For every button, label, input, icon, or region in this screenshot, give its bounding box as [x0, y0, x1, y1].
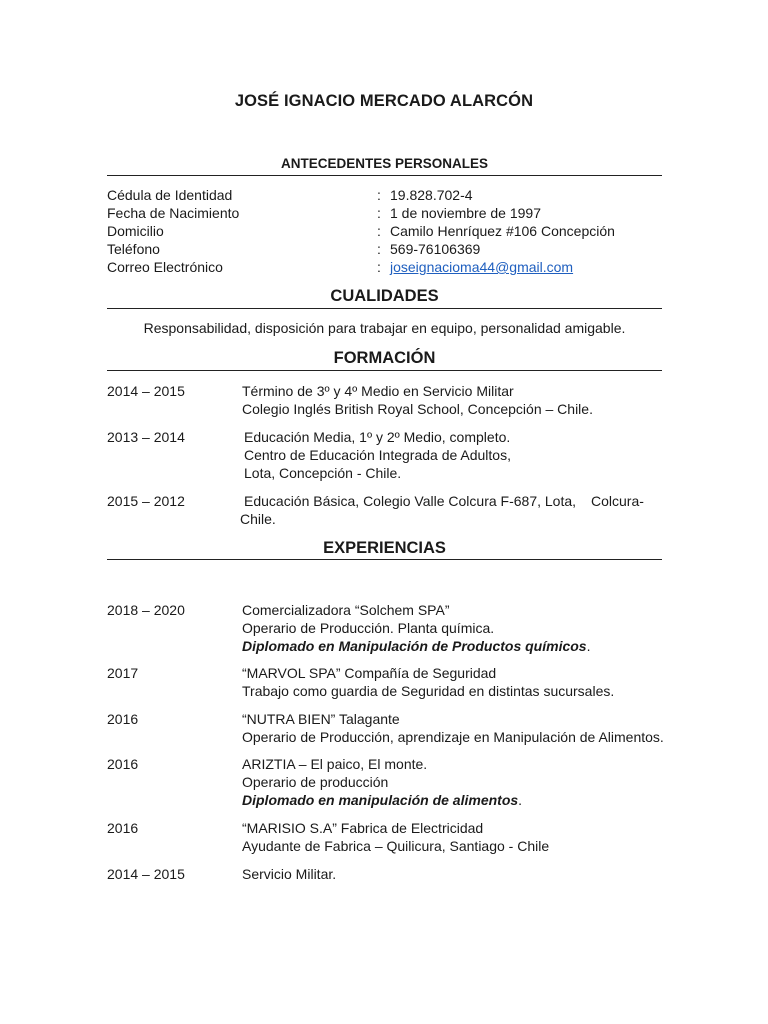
education-line: Término de 3º y 4º Medio en Servicio Militar [242, 383, 514, 399]
id-value: 19.828.702-4 [390, 187, 473, 203]
qualities-heading: CUALIDADES [330, 287, 439, 305]
education-line: Chile. [240, 511, 276, 527]
experience-line: “NUTRA BIEN” Talagante [242, 711, 400, 727]
birthdate-value: 1 de noviembre de 1997 [390, 205, 541, 221]
education-heading: FORMACIÓN [333, 349, 436, 367]
personal-divider [107, 175, 662, 176]
experience-year: 2018 – 2020 [107, 602, 185, 618]
experience-line: Operario de Producción. Planta química. [242, 620, 495, 636]
experience-line: Servicio Militar. [242, 866, 337, 882]
birthdate-label: Fecha de Nacimiento [107, 205, 240, 221]
phone-label: Teléfono [107, 241, 160, 257]
experience-line: Trabajo como guardia de Seguridad en distintas sucursales. [242, 683, 615, 699]
diploma-text: Diplomado en manipulación de alimentos [242, 792, 519, 808]
qualities-divider [107, 308, 662, 309]
experience-year: 2016 [107, 820, 139, 836]
education-line: Colegio Inglés British Royal School, Concepción – Chile. [242, 401, 593, 417]
experience-line: Operario de Producción, aprendizaje en Manipulación de Alimentos. [242, 729, 664, 745]
education-year: 2014 – 2015 [107, 383, 185, 399]
experience-year: 2017 [107, 665, 139, 681]
experience-line: “MARVOL SPA” Compañía de Seguridad [242, 665, 497, 681]
email-colon: : [377, 259, 381, 275]
experience-line: Comercializadora “Solchem SPA” [242, 602, 450, 618]
diploma-text: Diplomado en Manipulación de Productos químicos [242, 638, 587, 654]
email-label: Correo Electrónico [107, 259, 223, 275]
experience-line [242, 791, 522, 809]
experience-divider [107, 559, 662, 560]
experience-line: Ayudante de Fabrica – Quilicura, Santiago - Chile [242, 838, 550, 854]
education-line: Lota, Concepción - Chile. [244, 465, 402, 481]
experience-line: “MARISIO S.A” Fabrica de Electricidad [242, 820, 484, 836]
resume-name: JOSÉ IGNACIO MERCADO ALARCÓN [234, 92, 534, 110]
address-label: Domicilio [107, 223, 164, 239]
period: . [518, 792, 523, 808]
experience-heading: EXPERIENCIAS [323, 539, 446, 557]
birthdate-colon: : [377, 205, 381, 221]
experience-line: Operario de producción [242, 774, 389, 790]
experience-year: 2016 [107, 756, 139, 772]
education-line: Educación Básica, Colegio Valle Colcura F-687, Lota, [244, 493, 577, 509]
education-divider [107, 370, 662, 371]
education-year: 2013 – 2014 [107, 429, 185, 445]
personal-heading: ANTECEDENTES PERSONALES [280, 156, 489, 171]
experience-line [242, 637, 590, 655]
phone-value: 569-76106369 [390, 241, 481, 257]
id-label: Cédula de Identidad [107, 187, 233, 203]
education-line: Educación Media, 1º y 2º Medio, completo. [244, 429, 511, 445]
phone-colon: : [377, 241, 381, 257]
qualities-text: Responsabilidad, disposición para trabajar en equipo, personalidad amigable. [143, 320, 626, 336]
experience-line: ARIZTIA – El paico, El monte. [242, 756, 428, 772]
email-link[interactable]: joseignacioma44@gmail.com [390, 259, 574, 275]
address-value: Camilo Henríquez #106 Concepción [390, 223, 615, 239]
experience-year: 2014 – 2015 [107, 866, 185, 882]
period: . [586, 638, 591, 654]
address-colon: : [377, 223, 381, 239]
education-line: Centro de Educación Integrada de Adultos, [244, 447, 511, 463]
experience-year: 2016 [107, 711, 139, 727]
education-line: Colcura- [591, 493, 644, 509]
education-year: 2015 – 2012 [107, 493, 185, 509]
id-colon: : [377, 187, 381, 203]
